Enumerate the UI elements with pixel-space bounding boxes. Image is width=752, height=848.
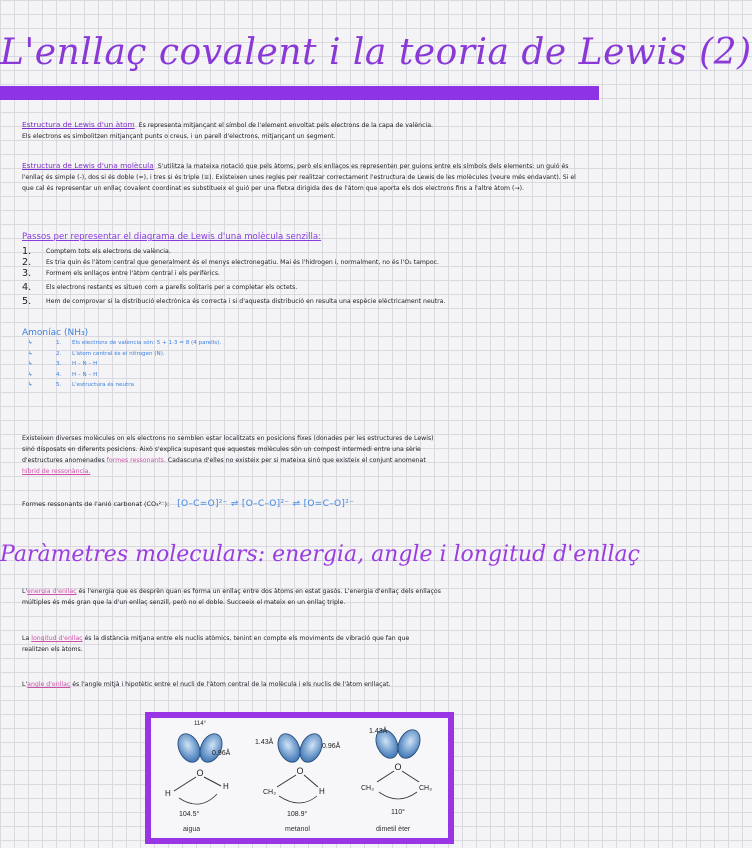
svg-text:114°: 114° (194, 721, 206, 727)
energy-term: energia d'enllaç (27, 588, 77, 595)
svg-text:metanol: metanol (285, 826, 310, 833)
step-item: 2. Es tria quin és l'àtom central que generalment és el menys electronegatiu. Mai és l'hidrogen i, normalment, no és l'O₂ tampoc. (22, 257, 439, 268)
molecule-heading: Estructura de Lewis d'una molècula (22, 161, 154, 170)
molecule-figure (145, 712, 454, 844)
ammonia-heading: Amoníac (NH₃) (22, 328, 89, 338)
resonance-section: Existeixen diverses molècules on els electrons no semblen estar localitzats en posicions fixes (donades per les estructures de Lewis) sinó disposats en diferents posicions. Això s'explica suposant que aquestes molècules són un compost intermedi entre una sèrie d'estructures anomenades formes ressonants. Cadascuna d'elles no existeix per si mateixa sinó que existeix el conjunt anomenat híbrid de ressonància. (22, 435, 434, 475)
angle-term: angle d'enllaç (27, 681, 71, 688)
svg-text:O: O (296, 766, 304, 776)
svg-text:H: H (165, 789, 171, 798)
title-underline-bar (0, 86, 599, 100)
svg-text:CH₃: CH₃ (263, 789, 276, 796)
ammonia-item: ↳ 2. L'àtom central és el nitrogen (N). (28, 350, 165, 357)
ammonia-item: ↳ 1. Els electrons de valència són: 5 + 1·3 = 8 (4 parells). (28, 340, 222, 346)
water-molecule (165, 721, 231, 833)
svg-text:104.5°: 104.5° (179, 811, 200, 818)
svg-text:CH₃: CH₃ (419, 785, 432, 792)
step-item: 5. Hem de comprovar si la distribució electrònica és correcta i si d'aquesta distribució en resulta una espècie elèctricament neutra. (22, 296, 446, 307)
molecule-diagrams (151, 718, 448, 838)
svg-text:108.9°: 108.9° (287, 811, 308, 818)
ammonia-section (22, 328, 582, 391)
hibrid-term: híbrid de ressonància. (22, 468, 91, 475)
length-term: longitud d'enllaç (31, 635, 83, 642)
ammonia-item: ↳ 5. L'estructura és neutra (28, 382, 134, 388)
svg-text:1.43Å: 1.43Å (255, 739, 274, 746)
atom-text2: Els electrons es simbolitzen mitjançant punts o creus, i un parell d'electrons, mitjançant un segment. (22, 133, 336, 140)
svg-text:CH₃: CH₃ (361, 785, 374, 792)
methanol-molecule (255, 730, 341, 833)
forms-label: Formes ressonants de l'anió carbonat (CO₃²⁻): (22, 500, 170, 508)
atom-heading: Estructura de Lewis d'un àtom (22, 120, 135, 129)
dimethyl-ether-molecule (361, 726, 432, 833)
angle-section: L'angle d'enllaç és l'angle mitjà i hipotètic entre el nucli de l'àtom central de la molècula i els nuclis de l'àtom enllaçat. (22, 681, 391, 688)
steps-list (22, 246, 582, 307)
svg-text:H: H (223, 782, 229, 791)
resonance-structures: [O–C=O]²⁻ ⇌ [O–C–O]²⁻ ⇌ [O=C–O]²⁻ (177, 499, 355, 509)
formes-ressonants-term: formes ressonants. (106, 457, 166, 464)
energy-section: L'energia d'enllaç és l'energia que es desprèn quan es forma un enllaç entre dos àtoms en estat gasós. L'energia d'enllaç dels enllaços múltiples és més gran que la d'un enllaç senzill, però no el doble. Succeeix el mateix en un enllaç triple. (22, 588, 441, 606)
atom-section (22, 119, 578, 142)
steps-heading-wrap (22, 232, 578, 243)
steps-heading: Passos per representar el diagrama de Lewis d'una molècula senzilla: (22, 232, 322, 242)
section2-title: Paràmetres moleculars: energia, angle i longitud d'enllaç (0, 542, 640, 567)
svg-text:aigua: aigua (183, 826, 201, 833)
page-title: L'enllaç covalent i la teoria de Lewis (2) (0, 32, 752, 73)
step-item: 3. Formem els enllaços entre l'àtom central i els perifèrics. (22, 268, 221, 279)
step-item: 1. Comptem tots els electrons de valència. (22, 246, 171, 257)
svg-text:O: O (394, 762, 402, 772)
svg-text:0.96Å: 0.96Å (212, 750, 231, 757)
svg-text:110°: 110° (391, 809, 405, 816)
step-item: 4. Els electrons restants es situen com a parells solitaris per a completar els octets. (22, 282, 298, 293)
molecule-section (22, 160, 578, 194)
molecule-text: S'utilitza la mateixa notació que pels àtoms, però els enllaços es representen per guions entre els símbols dels elements: un guió és l'enllaç és simple (-), dos si és doble (=), i tres si és triple (≡). Existeixen unes regles per realitzar correctament l'estructura de Lewis de les molècules (veure més endavant). Si el que cal és representar un enllaç covalent coordinat es substitueix el guió per una fletxa dirigida des de l'àtom que aporta els dos electrons fins a l'altre àtom (→). (22, 163, 576, 192)
length-section: La longitud d'enllaç és la distància mitjana entre els nuclis atòmics, tenint en compte els moviments de vibració que fan que realitzen els àtoms. (22, 635, 410, 653)
svg-text:O: O (196, 768, 204, 778)
atom-text1: Es representa mitjançant el símbol de l'element envoltat pels electrons de la capa de valència. (138, 122, 433, 129)
svg-text:H: H (319, 787, 325, 796)
svg-text:0.96Å: 0.96Å (322, 743, 341, 750)
svg-text:1.43Å: 1.43Å (369, 728, 388, 735)
ammonia-item: ↳ 3. H – N – H (28, 361, 98, 367)
svg-text:dimetil èter: dimetil èter (376, 826, 411, 833)
ammonia-item: ↳ 4. H – N – H (28, 371, 98, 378)
resonance-forms-row (22, 499, 354, 509)
